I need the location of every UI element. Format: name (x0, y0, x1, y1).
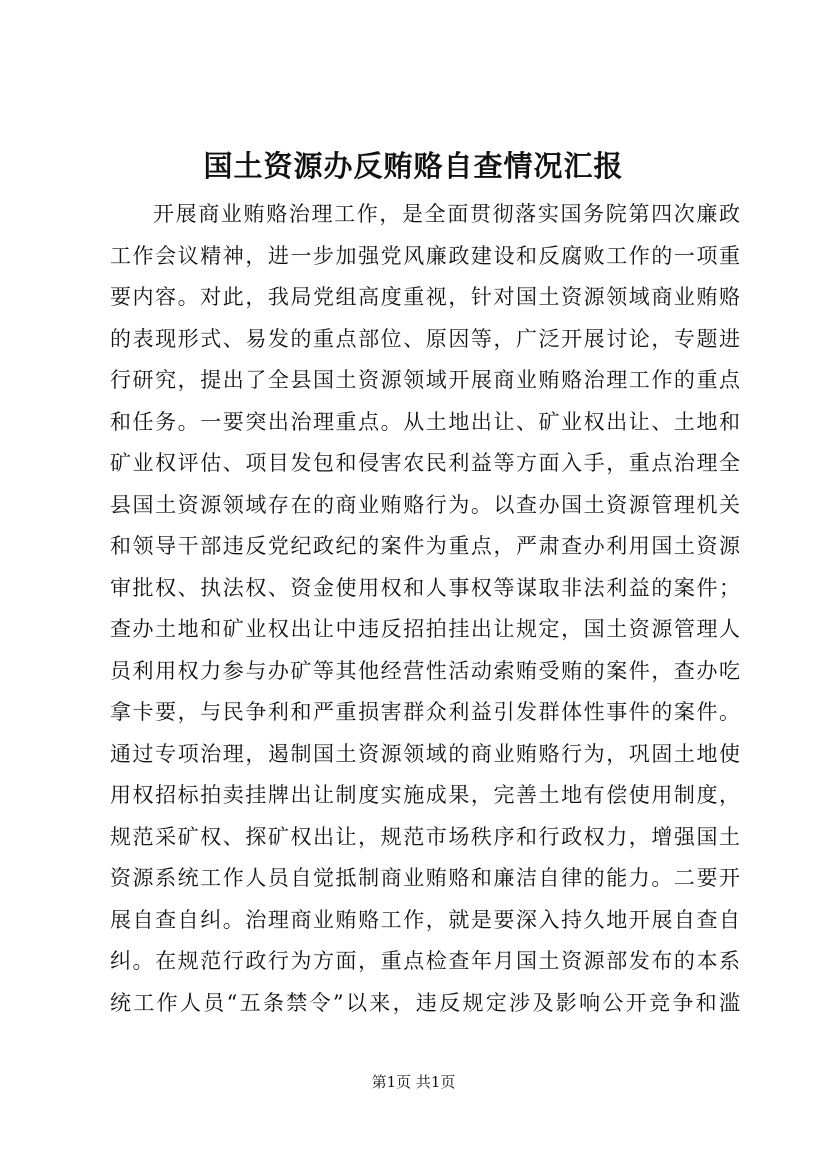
body-line: 资源系统工作人员自觉抵制商业贿赂和廉洁自律的能力。二要开 (110, 866, 740, 890)
body-line: 展自查自纠。治理商业贿赂工作，就是要深入持久地开展自查自 (110, 907, 740, 932)
body-line: 行研究，提出了全县国土资源领域开展商业贿赂治理工作的重点 (110, 368, 740, 392)
body-line: 和任务。一要突出治理重点。从土地出让、矿业权出让、土地和 (110, 409, 740, 434)
body-line: 要内容。对此，我局党组高度重视，针对国土资源领域商业贿赂 (110, 285, 740, 309)
body-line: 纠。在规范行政行为方面，重点检查年月国土资源部发布的本系 (110, 949, 740, 973)
body-line: 员利用权力参与办矿等其他经营性活动索贿受贿的案件，查办吃 (110, 658, 740, 683)
body-line: 统工作人员“五条禁令”以来，违反规定涉及影响公开竞争和滥 (110, 990, 740, 1015)
body-line: 查办土地和矿业权出让中违反招拍挂出让规定，国土资源管理人 (110, 617, 740, 641)
body-line: 工作会议精神，进一步加强党风廉政建设和反腐败工作的一项重 (110, 243, 740, 268)
document-title: 国土资源办反贿赂自查情况汇报 (203, 149, 624, 183)
document-body (110, 194, 740, 1024)
body-line: 审批权、执法权、资金使用权和人事权等谋取非法利益的案件； (110, 575, 740, 600)
body-line: 县国土资源领域存在的商业贿赂行为。以查办国土资源管理机关 (110, 492, 740, 517)
body-line: 用权招标拍卖挂牌出让制度实施成果，完善土地有偿使用制度， (110, 783, 740, 807)
page-number-footer: 第1页 共1页 (371, 1073, 456, 1091)
body-line: 开展商业贿赂治理工作，是全面贯彻落实国务院第四次廉政 (153, 202, 740, 226)
body-line: 规范采矿权、探矿权出让，规范市场秩序和行政权力，增强国土 (110, 824, 740, 849)
body-line: 通过专项治理，遏制国土资源领域的商业贿赂行为，巩固土地使 (110, 741, 740, 766)
body-line: 矿业权评估、项目发包和侵害农民利益等方面入手，重点治理全 (110, 451, 740, 475)
body-line: 拿卡要，与民争利和严重损害群众利益引发群体性事件的案件。 (110, 700, 740, 724)
body-line: 和领导干部违反党纪政纪的案件为重点，严肃查办利用国土资源 (110, 534, 740, 558)
body-line: 的表现形式、易发的重点部位、原因等，广泛开展讨论，专题进 (110, 326, 740, 351)
